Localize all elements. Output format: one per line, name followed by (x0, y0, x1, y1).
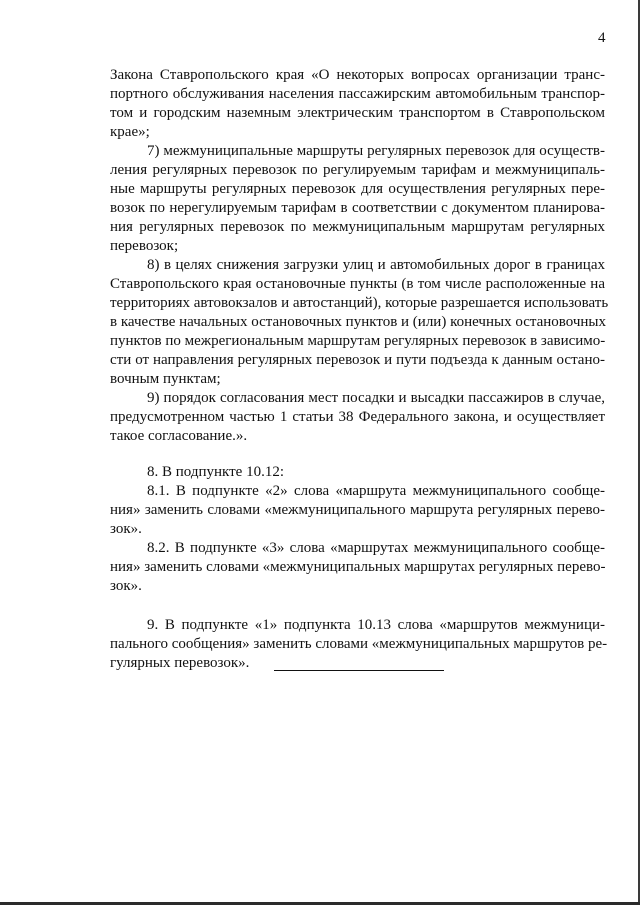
text-line: том и городским наземным электрическим транспортом в Ставропольском (110, 105, 605, 121)
page-number: 4 (598, 30, 606, 46)
paragraph-section-9 (110, 616, 608, 673)
text-line: возок по нерегулируемым тарифам в соответствии с документом планирова- (110, 200, 605, 216)
text-line: портного обслуживания населения пассажирским автомобильным транспор- (110, 86, 605, 102)
text-line: зок». (110, 521, 142, 537)
text-line: 9. В подпункте «1» подпункта 10.13 слова «маршрутов межмуници- (147, 617, 605, 633)
paragraph-section-8 (110, 463, 605, 482)
paragraph-section-8-2 (110, 539, 605, 596)
text-line: крае»; (110, 124, 150, 140)
text-line: такое согласование.». (110, 428, 248, 444)
text-line: гулярных перевозок». (110, 655, 250, 671)
text-line: сти от направления регулярных перевозок и пути подъезда к данным остано- (110, 352, 605, 368)
text-line: пального сообщения» заменить словами «межмуниципальных маршрутов ре- (110, 636, 608, 652)
paragraph-section-8-1 (110, 482, 605, 539)
paragraph-item-7 (110, 142, 605, 256)
paragraph-item-8 (110, 256, 609, 389)
text-line: ные маршруты регулярных перевозок для осуществления регулярных пере- (110, 181, 605, 197)
paragraph-item-9 (110, 389, 605, 446)
text-line: Закона Ставропольского края «О некоторых вопросах организации транс- (110, 67, 605, 83)
text-line: пунктов по межрегиональным маршрутам регулярных перевозок в зависимо- (110, 333, 606, 349)
text-line: зок». (110, 578, 142, 594)
text-line: ния регулярных перевозок по межмуниципальным маршрутам регулярных (110, 219, 605, 235)
text-line: Ставропольского края остановочные пункты (в том числе расположенные на (110, 276, 605, 292)
paragraph-law-reference (110, 66, 605, 142)
text-line: 8. В подпункте 10.12: (147, 464, 285, 480)
text-line: ния» заменить словами «межмуниципального маршрута регулярных перево- (110, 502, 605, 518)
text-line: 9) порядок согласования мест посадки и высадки пассажиров в случае, (147, 390, 605, 406)
text-line: ния» заменить словами «межмуниципальных маршрутах регулярных перево- (110, 559, 606, 575)
text-line: 8.2. В подпункте «3» слова «маршрутах межмуниципального сообще- (147, 540, 605, 556)
document-body (110, 66, 609, 673)
text-line: ления регулярных перевозок по регулируемым тарифам и межмуниципаль- (110, 162, 605, 178)
text-line: 7) межмуниципальные маршруты регулярных перевозок для осуществ- (147, 143, 605, 159)
text-line: 8.1. В подпункте «2» слова «маршрута межмуниципального сообще- (147, 483, 605, 499)
text-line: 8) в целях снижения загрузки улиц и автомобильных дорог в границах (147, 257, 605, 273)
text-line: в качестве начальных остановочных пунктов и (или) конечных остановочных (110, 314, 607, 330)
text-line: предусмотренном частью 1 статьи 38 Федерального закона, и осуществляет (110, 409, 605, 425)
text-line: перевозок; (110, 238, 179, 254)
text-line: вочным пунктам; (110, 371, 221, 387)
end-of-document-rule (274, 670, 444, 671)
text-line: территориях автовокзалов и автостанций), которые разрешается использовать (110, 295, 609, 311)
